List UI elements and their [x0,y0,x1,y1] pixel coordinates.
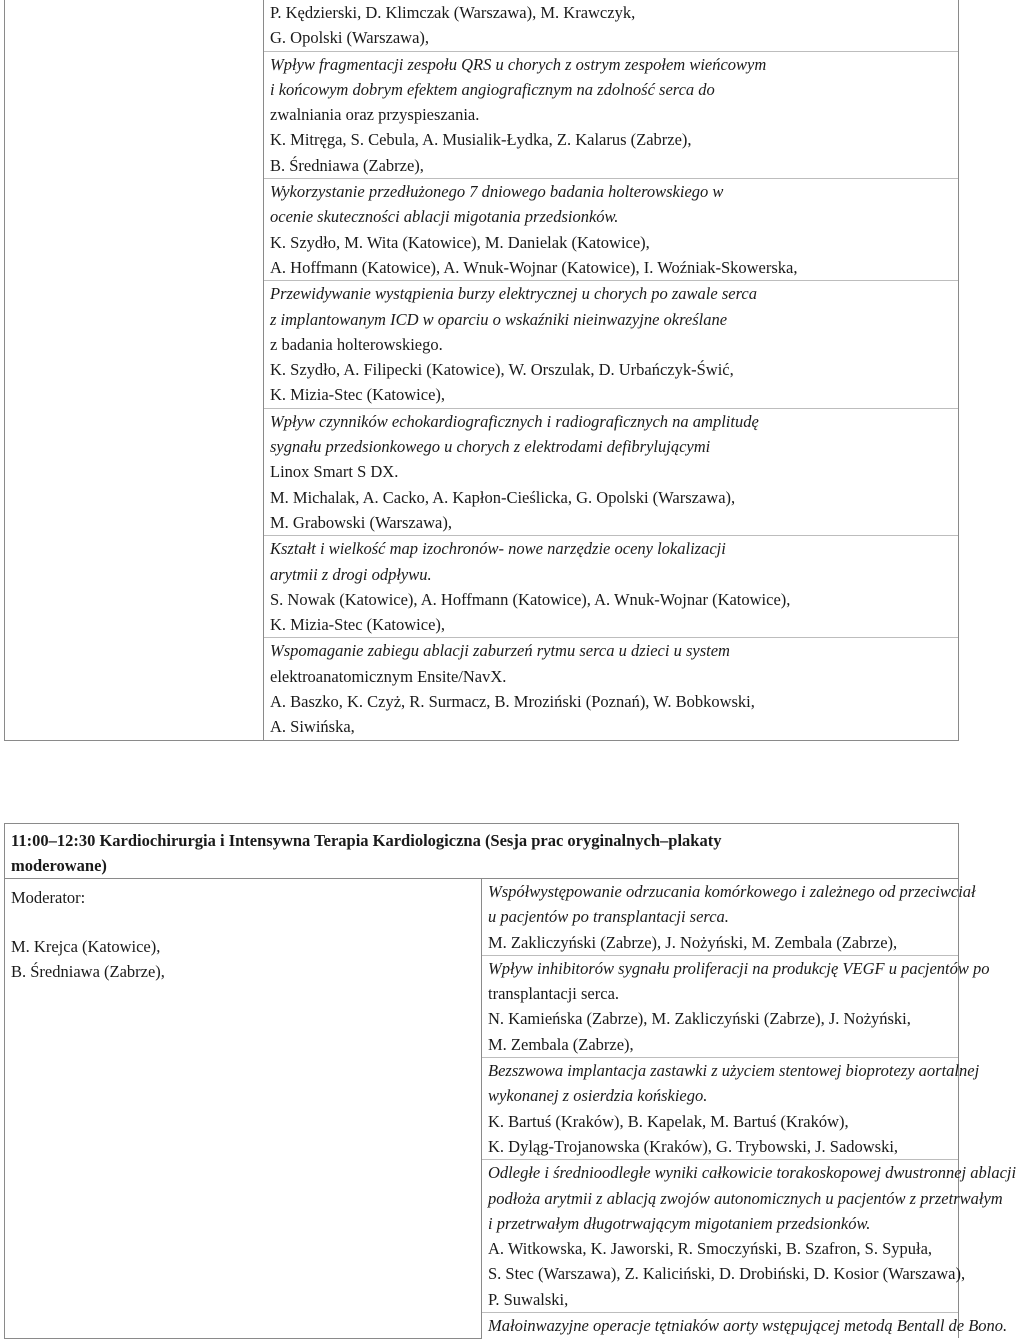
abstract-title-line: Wpływ fragmentacji zespołu QRS u chorych z ostrym zespołem wieńcowym [270,54,767,74]
abstract-text-line: K. Bartuś (Kraków), B. Kapelak, M. Bartuś (Kraków), [488,1111,849,1131]
moderator-name: M. Krejca (Katowice), [11,937,161,956]
abstract-text-line: Linox Smart S DX. [270,462,399,482]
abstract-text-line: P. Kędzierski, D. Klimczak (Warszawa), M. Krawczyk, [270,3,636,22]
moderator-label: Moderator: [11,888,86,907]
abstract-text-line: zwalniania oraz przyspieszania. [270,105,480,125]
abstract-entry [264,535,958,637]
abstract-text-line: N. Kamieńska (Zabrze), M. Zakliczyński (Zabrze), J. Nożyński, [488,1009,911,1029]
abstract-text-line: M. Michalak, A. Cacko, A. Kapłon-Cieślicka, G. Opolski (Warszawa), [270,487,736,507]
abstract-title-line: Bezszwowa implantacja zastawki z użyciem stentowej bioprotezy aortalnej [488,1061,980,1081]
session-abstract-list [482,879,1016,1339]
abstract-text-line: A. Hoffmann (Katowice), A. Wnuk-Wojnar (Katowice), I. Woźniak-Skowerska, [270,257,798,277]
top-abstract-list [264,0,959,740]
abstract-entry [264,408,958,535]
top-program-table [4,0,959,741]
abstract-title-line: Współwystępowanie odrzucania komórkowego i zależnego od przeciwciał [488,882,976,901]
abstract-text-line: A. Witkowska, K. Jaworski, R. Smoczyński, B. Szafron, S. Sypuła, [488,1239,933,1259]
abstract-text-line: transplantacji serca. [488,984,620,1004]
abstract-entry [482,1312,1008,1338]
session-table [4,823,1016,1339]
abstract-text-line: M. Zembala (Zabrze), [488,1034,634,1054]
moderator-cell [5,879,482,1339]
abstract-text-line: K. Mitręga, S. Cebula, A. Musialik-Łydka, Z. Kalarus (Zabrze), [270,130,692,150]
abstract-text-line: A. Baszko, K. Czyż, R. Surmacz, B. Mroziński (Poznań), W. Bobkowski, [270,692,755,712]
abstract-title-line: Wspomaganie zabiegu ablacji zaburzeń rytmu serca u dzieci u system [270,641,730,661]
abstract-title-line: Wpływ czynników echokardiograficznych i radiograficznych na amplitudę [270,411,759,431]
abstract-entry [482,1159,1016,1312]
abstract-entry [264,178,958,280]
abstract-title-line: Wykorzystanie przedłużonego 7 dniowego badania holterowskiego w [270,182,724,202]
abstract-entry [264,0,958,51]
abstract-title-line: ocenie skuteczności ablacji migotania przedsionków. [270,207,619,227]
session-header [5,824,959,879]
abstract-title-line: Przewidywanie wystąpienia burzy elektrycznej u chorych po zawale serca [270,284,757,304]
abstract-text-line: M. Zakliczyński (Zabrze), J. Nożyński, M. Zembala (Zabrze), [488,932,898,952]
abstract-text-line: K. Mizia-Stec (Katowice), [270,385,446,405]
session-title-line-2: moderowane) [11,856,107,875]
abstract-text-line: elektroanatomicznym Ensite/NavX. [270,666,507,686]
abstract-text-line: K. Dyląg-Trojanowska (Kraków), G. Trybowski, J. Sadowski, [488,1136,899,1156]
abstract-entry [264,51,958,178]
abstract-title-line: Odległe i średnioodległe wyniki całkowicie torakoskopowej dwustronnej ablacji [488,1163,1016,1183]
abstract-entry [264,637,958,739]
abstract-title-line: u pacjentów po transplantacji serca. [488,907,729,927]
abstract-text-line: S. Nowak (Katowice), A. Hoffmann (Katowice), A. Wnuk-Wojnar (Katowice), [270,589,791,609]
moderator-name: B. Średniawa (Zabrze), [11,962,165,981]
abstract-text-line: A. Siwińska, [270,717,355,737]
abstract-title-line: arytmii z drogi odpływu. [270,564,432,584]
abstract-text-line: z badania holterowskiego. [270,334,443,354]
abstract-text-line: S. Stec (Warszawa), Z. Kaliciński, D. Drobiński, D. Kosior (Warszawa), [488,1264,966,1284]
abstract-entry [482,955,990,1057]
abstract-title-line: i przetrwałym długotrwającym migotaniem przedsionków. [488,1213,871,1233]
abstract-entry [482,1057,980,1159]
abstract-entry [264,280,958,407]
abstract-text-line: K. Mizia-Stec (Katowice), [270,615,446,635]
abstract-text-line: K. Szydło, M. Wita (Katowice), M. Danielak (Katowice), [270,232,650,252]
abstract-entry [482,879,976,955]
abstract-title-line: wykonanej z osierdzia końskiego. [488,1086,708,1106]
abstract-title-line: Małoinwazyjne operacje tętniaków aorty wstępującej metodą Bentall de Bono. [488,1316,1008,1336]
abstract-title-line: podłoża arytmii z ablacją zwojów autonomicznych u pacjentów z przetrwałym [488,1188,1003,1208]
abstract-title-line: Kształt i wielkość map izochronów- nowe narzędzie oceny lokalizacji [270,539,726,559]
abstract-title-line: i końcowym dobrym efektem angiograficznym na zdolność serca do [270,79,715,99]
abstract-text-line: G. Opolski (Warszawa), [270,28,430,48]
abstract-text-line: M. Grabowski (Warszawa), [270,512,452,532]
abstract-text-line: K. Szydło, A. Filipecki (Katowice), W. Orszulak, D. Urbańczyk-Świć, [270,360,734,380]
abstract-title-line: z implantowanym ICD w oparciu o wskaźniki nieinwazyjne określane [270,309,728,329]
abstract-title-line: sygnału przedsionkowego u chorych z elektrodami defibrylującymi [270,437,711,457]
abstract-text-line: P. Suwalski, [488,1289,569,1309]
session-title-line-1: 11:00–12:30 Kardiochirurgia i Intensywna Terapia Kardiologiczna (Sesja prac oryginalnych–plakaty [11,831,722,850]
abstract-text-line: B. Średniawa (Zabrze), [270,155,424,175]
abstract-title-line: Wpływ inhibitorów sygnału proliferacji na produkcję VEGF u pacjentów po [488,958,990,978]
top-left-empty-cell [5,0,264,740]
